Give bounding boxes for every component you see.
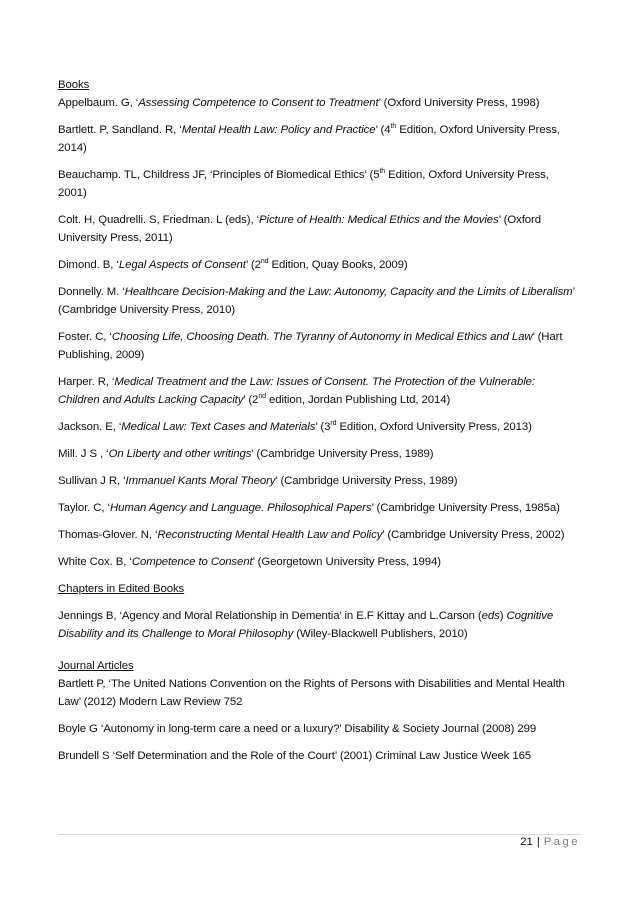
entry-text: Thomas-Glover. N, ‘ [58,529,158,541]
entry-text: ’ (3 [315,421,331,433]
entry-title: Reconstructing Mental Health Law and Policy [157,529,383,541]
entry-text: ) [499,610,507,622]
entry-text: Colt. H, Quadrelli. S, Friedman. L (eds), ‘ [58,214,260,226]
entry-text: Jackson. E, ‘ [58,421,122,433]
entry-title: Cognitive Disability and its Challenge to Moral Philosophy [58,610,554,640]
reference-entry [58,121,578,157]
entry-text: edition, Jordan Publishing Ltd, 2014) [265,394,451,406]
entry-text: ’ (Oxford University Press, 2011) [58,214,541,244]
page-label: Page [543,836,580,848]
reference-entry [58,499,578,517]
entry-title: On Liberty and other writings [108,448,252,460]
entry-title: Legal Aspects of Consent [118,259,246,271]
reference-entry [58,445,578,463]
entry-text: ’ (4 [375,124,391,136]
journals-list [58,675,578,765]
entry-title: Picture of Health: Medical Ethics and the Movies [259,214,499,226]
entry-text: Beauchamp. TL, Childress JF, ‘Principles of Biomedical Ethics’ (5 [58,169,380,181]
entry-text: ’ (Cambridge University Press, 2010) [58,286,575,316]
reference-entry [58,472,578,490]
entry-title: Medical Law: Text Cases and Materials [121,421,316,433]
books-list [58,94,578,571]
entry-text: Mill. J S , ‘ [58,448,109,460]
reference-entry [58,283,578,319]
entry-title: Competence to Consent [131,556,253,568]
entry-text: Sullivan J R, ‘ [58,475,126,487]
entry-text: White Cox. B, ‘ [58,556,132,568]
entry-text: Boyle G ‘Autonomy in long-term care a need or a luxury?’ Disability & Society Journal (2008) 299 [58,723,537,735]
entry-title: eds [481,610,500,622]
entry-text: Harper. R, ‘ [58,376,115,388]
entry-title: Healthcare Decision-Making and the Law: Autonomy, Capacity and the Limits of Liberalism [124,286,573,298]
footer-separator: | [536,836,540,848]
ordinal-suffix: th [390,123,397,131]
entry-text: ’ (2 [245,259,261,271]
footer-divider [58,834,580,835]
page-footer [520,836,580,848]
reference-entry [58,720,578,738]
section-heading-books: Books [58,79,90,91]
entry-text: Bartlett. P, Sandland. R, ‘ [58,124,182,136]
reference-entry [58,328,578,364]
entry-text: Brundell S ‘Self Determination and the Role of the Court’ (2001) Criminal Law Justice Week 165 [58,750,532,762]
entry-text: Bartlett P, ‘The United Nations Convention on the Rights of Persons with Disabilities and Mental Health Law’ (2012) Modern Law Review 752 [58,678,565,708]
reference-entry [58,526,578,544]
page-number: 21 [520,836,533,848]
entry-text: (Wiley-Blackwell Publishers, 2010) [293,628,468,640]
entry-text: Edition, Oxford University Press, 2013) [336,421,532,433]
entry-text: Edition, Oxford University Press, 2001) [58,169,549,199]
ordinal-suffix: th [379,168,386,176]
entry-title: Medical Treatment and the Law: Issues of Consent. The Protection of the Vulnerable: Children and Adults Lacking Capacity [58,376,535,406]
entry-text: ’ (Cambridge University Press, 1989) [275,475,458,487]
section-heading-journals: Journal Articles [58,660,134,672]
ordinal-suffix: nd [260,258,269,266]
chapters-list [58,607,578,643]
entry-text: Foster. C, ‘ [58,331,112,343]
entry-text: Donnelly. M. ‘ [58,286,125,298]
entry-text: Appelbaum. G, ‘ [58,97,139,109]
entry-text: ’ (Georgetown University Press, 1994) [252,556,441,568]
entry-text: Edition, Quay Books, 2009) [268,259,408,271]
entry-title: Choosing Life, Choosing Death. The Tyranny of Autonomy in Medical Ethics and Law [111,331,533,343]
entry-title: Immanuel Kants Moral Theory [125,475,276,487]
reference-entry [58,166,578,202]
reference-entry [58,675,578,711]
entry-text: ’ (Cambridge University Press, 1985a) [371,502,560,514]
entry-title: Assessing Competence to Consent to Treatment [138,97,379,109]
entry-text: Jennings B, ‘Agency and Moral Relationship in Dementia’ in E.F Kittay and L.Carson ( [58,610,482,622]
reference-entry [58,607,578,643]
ordinal-suffix: rd [330,420,337,428]
reference-entry [58,256,578,274]
entry-text: Edition, Oxford University Press, 2014) [58,124,560,154]
entry-text: Taylor. C, ‘ [58,502,110,514]
entry-title: Human Agency and Language. Philosophical Papers [109,502,372,514]
entry-text: ’ (Oxford University Press, 1998) [378,97,540,109]
bibliography [58,76,578,765]
entry-text: Dimond. B, ‘ [58,259,119,271]
reference-entry [58,553,578,571]
reference-entry [58,94,578,112]
reference-entry [58,373,578,409]
reference-entry [58,211,578,247]
ordinal-suffix: nd [258,393,266,401]
reference-entry [58,418,578,436]
entry-text: ’ (Hart Publishing, 2009) [58,331,563,361]
entry-text: ’ (Cambridge University Press, 1989) [251,448,434,460]
section-heading-chapters: Chapters in Edited Books [58,583,185,595]
reference-entry [58,747,578,765]
entry-title: Mental Health Law: Policy and Practice [181,124,376,136]
entry-text: ’ (2 [243,394,259,406]
entry-text: ’ (Cambridge University Press, 2002) [382,529,565,541]
